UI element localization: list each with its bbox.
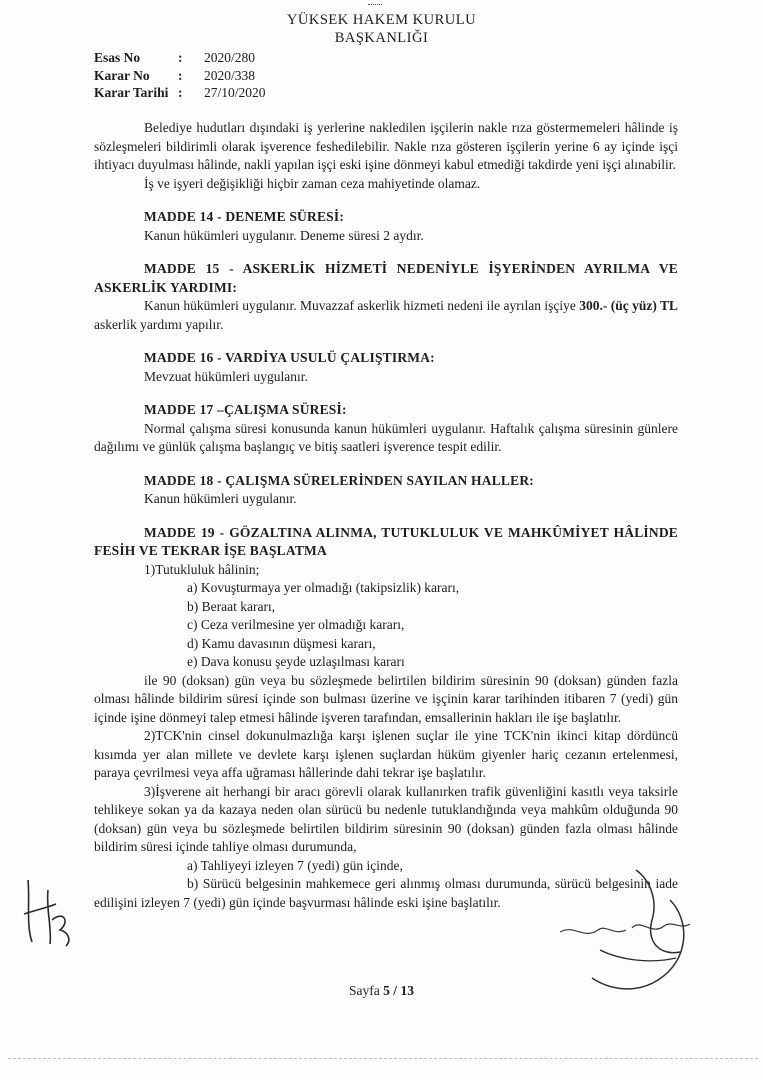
article-19-section-2: 2)TCK'nin cinsel dokunulmazlığa karşı işlenen suçlar ile yine TCK'nin ikinci kitap dördüncü kısımda yer alan millete ve devlete karşı işlenen suçlardan hüküm giyenler hariç cezanın ertelenmesi, paraya çevrilmesi veya affa uğraması hâllerinde dahi tekrar işe başlatılır. [94, 728, 678, 780]
article-19-section-3-b: b) Sürücü belgesinin mahkemece geri alınmış olması durumunda, sürücü belgesinin iade edilişini izleyen 7 (yedi) gün içinde başvurması hâlinde eski işine başlatılır. [94, 876, 678, 910]
meta-value: 2020/280 [204, 50, 256, 65]
handwritten-initials [18, 870, 78, 950]
article-19-section-1-intro: 1)Tutukluluk hâlinin; [144, 561, 260, 577]
article-15-text [94, 297, 678, 334]
article-15-heading: MADDE 15 - ASKERLİK HİZMETİ NEDENİYLE İŞYERİNDEN AYRILMA VE ASKERLİK YARDIMI: [94, 261, 678, 295]
article-18-heading: MADDE 18 - ÇALIŞMA SÜRELERİNDEN SAYILAN HALLER: [144, 472, 534, 488]
article-15-amount: 300.- (üç yüz) TL [579, 298, 679, 313]
article-19-section-1-text: ile 90 (doksan) gün veya bu sözleşmede belirtilen bildirim süresinin 90 (doksan) günden fazla olması hâlinde bildirim süresi içinde son bulması üzerine ve işçinin karar tarihinden itibaren 7 (yedi) gün içinde işine dönmeyi talep etmesi hâlinde işveren tarafından, emsallerinin hakları ile işe başlatılır. [94, 672, 678, 725]
intro-paragraph-2: İş ve işyeri değişikliği hiçbir zaman ceza mahiyetinde olamaz. [144, 175, 481, 191]
institution-subtitle: BAŞKANLIĞI [334, 30, 429, 46]
meta-value: 27/10/2020 [204, 85, 266, 100]
article-17-heading: MADDE 17 –ÇALIŞMA SÜRESİ: [144, 402, 347, 417]
article-16-heading: MADDE 16 - VARDİYA USULÜ ÇALIŞTIRMA: [144, 350, 435, 365]
article-19-section-3-a: a) Tahliyeyi izleyen 7 (yedi) gün içinde, [187, 857, 403, 873]
page-number-separator: / [389, 983, 401, 998]
article-14-heading: MADDE 14 - DENEME SÜRESİ: [144, 209, 345, 224]
meta-row-esas [94, 49, 266, 67]
article-14-text: Kanun hükümleri uygulanır. Deneme süresi 2 aydır. [144, 227, 424, 243]
list-item: e) Dava konusu şeyde uzlaşılması kararı [187, 654, 405, 669]
meta-colon: : [178, 50, 183, 65]
article-18-text: Kanun hükümleri uygulanır. [144, 491, 297, 506]
article-15-text-after: askerlik yardımı yapılır. [94, 316, 224, 332]
list-item: a) Kovuşturmaya yer olmadığı (takipsizlik) kararı, [187, 580, 460, 595]
intro-paragraph: Belediye hudutları dışındaki iş yerlerine nakledilen işçilerin nakle rıza göstermemeleri hâlinde iş sözleşmeleri bildirimli olarak işverence feshedilebilir. Nakle rıza gösteren işçilerin yerine 6 ay içinde işçi ihtiyacı duyulması hâlinde, nakli yapılan işçi eski işine dönmeyi kabul etmediği takdirde yeni işçi alınabilir. [94, 120, 678, 172]
meta-label: Karar No [94, 67, 150, 83]
article-17-text: Normal çalışma süresi konusunda kanun hükümleri uygulanır. Haftalık çalışma süresinin günlere dağılımı ve günlük çalışma başlangıç ve bitiş saatleri işverence tespit edilir. [94, 420, 678, 454]
article-19-section-3: 3)İşverene ait herhangi bir aracı görevli olarak kullanırken trafik güvenliğini kasıtlı veya taksirle tehlikeye sokan ya da kazaya neden olan sürücü bu nedenle tutuklandığında veya mahkûm olduğunda 90 (doksan) gün veya bu sözleşmede belirtilen bildirim süresinin 90 (doksan) günden fazla olması hâlinde bildirim süresi içinde tahliye olması durumunda, [94, 783, 678, 854]
page-number-prefix: Sayfa [349, 983, 384, 998]
list-item: b) Beraat kararı, [187, 598, 276, 614]
header-mark [368, 4, 382, 8]
list-item: c) Ceza verilmesine yer olmadığı kararı, [187, 617, 405, 632]
list-item: d) Kamu davasının düşmesi kararı, [187, 635, 376, 651]
meta-colon: : [178, 67, 183, 83]
meta-label: Esas No [94, 50, 141, 65]
meta-row-tarih [94, 84, 266, 102]
meta-colon: : [178, 85, 183, 100]
case-meta [94, 49, 266, 102]
article-16-text: Mevzuat hükümleri uygulanır. [144, 368, 308, 384]
meta-value: 2020/338 [204, 67, 256, 83]
article-19-heading: MADDE 19 - GÖZALTINA ALINMA, TUTUKLULUK VE MAHKÛMİYET HÂLİNDE FESİH VE TEKRAR İŞE BAŞLATMA [94, 524, 678, 558]
document-body [94, 119, 678, 912]
handwritten-signature [540, 860, 700, 1010]
page-number-current: 5 [383, 983, 390, 998]
article-15-text-before: Kanun hükümleri uygulanır. Muvazzaf askerlik hizmeti nedeni ile ayrılan işçiye [144, 298, 580, 313]
page-number-total: 13 [400, 983, 414, 998]
meta-row-karar [94, 67, 266, 85]
institution-name: YÜKSEK HAKEM KURULU [286, 12, 477, 28]
scan-edge-line [8, 1058, 758, 1059]
meta-label: Karar Tarihi [94, 85, 169, 100]
